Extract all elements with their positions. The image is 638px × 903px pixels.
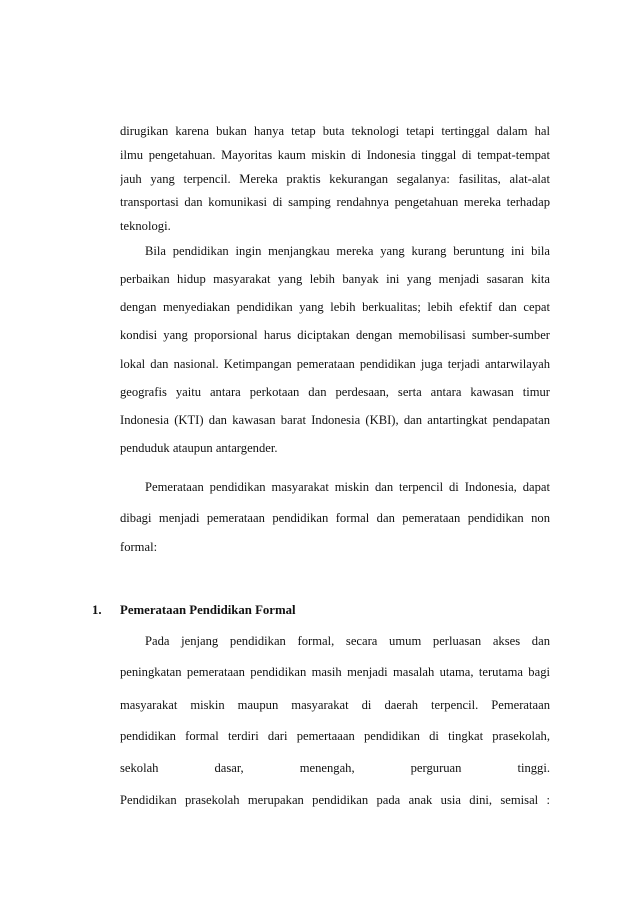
- paragraph-4-line-4: pendidikan formal terdiri dari pemertaaan pendidikan di tingkat prasekolah,: [120, 729, 550, 743]
- paragraph-2-line-4: kondisi yang proporsional harus diciptakan dengan memobilisasi sumber-sumber: [120, 328, 550, 342]
- paragraph-4-line-1: Pada jenjang pendidikan formal, secara umum perluasan akses dan: [145, 634, 550, 648]
- paragraph-1-line-4: transportasi dan komunikasi di samping rendahnya pengetahuan mereka terhadap: [120, 195, 550, 209]
- paragraph-2-line-7: Indonesia (KTI) dan kawasan barat Indonesia (KBI), dan antartingkat pendapatan: [120, 413, 550, 427]
- paragraph-4-line-3: masyarakat miskin maupun masyarakat di daerah terpencil. Pemerataan: [120, 698, 550, 712]
- paragraph-4-line-6: Pendidikan prasekolah merupakan pendidikan pada anak usia dini, semisal :: [120, 793, 550, 807]
- paragraph-2-line-8: penduduk ataupun antargender.: [120, 441, 278, 455]
- paragraph-4-line-5: sekolah dasar, menengah, perguruan tinggi.: [120, 761, 550, 775]
- paragraph-1-line-3: jauh yang terpencil. Mereka praktis kekurangan segalanya: fasilitas, alat-alat: [120, 172, 550, 186]
- paragraph-4-line-2: peningkatan pemerataan pendidikan masih menjadi masalah utama, terutama bagi: [120, 665, 550, 679]
- paragraph-2-line-1: Bila pendidikan ingin menjangkau mereka yang kurang beruntung ini bila: [145, 244, 550, 258]
- paragraph-2-line-2: perbaikan hidup masyarakat yang lebih banyak ini yang menjadi sasaran kita: [120, 272, 550, 286]
- paragraph-1-line-2: ilmu pengetahuan. Mayoritas kaum miskin di Indonesia tinggal di tempat-tempat: [120, 148, 550, 162]
- section-title: Pemerataan Pendidikan Formal: [120, 603, 296, 617]
- paragraph-3-line-3: formal:: [120, 540, 158, 554]
- section-number: 1.: [92, 603, 102, 617]
- paragraph-3-line-2: dibagi menjadi pemerataan pendidikan formal dan pemerataan pendidikan non: [120, 511, 550, 525]
- paragraph-2-line-3: dengan menyediakan pendidikan yang lebih berkualitas; lebih efektif dan cepat: [120, 300, 550, 314]
- paragraph-2-line-5: lokal dan nasional. Ketimpangan pemerataan pendidikan juga terjadi antarwilayah: [120, 357, 550, 371]
- paragraph-1-line-1: dirugikan karena bukan hanya tetap buta teknologi tetapi tertinggal dalam hal: [120, 124, 550, 138]
- paragraph-1-line-5: teknologi.: [120, 219, 171, 233]
- paragraph-3-line-1: Pemerataan pendidikan masyarakat miskin dan terpencil di Indonesia, dapat: [145, 480, 550, 494]
- paragraph-2-line-6: geografis yaitu antara perkotaan dan perdesaan, serta antara kawasan timur: [120, 385, 550, 399]
